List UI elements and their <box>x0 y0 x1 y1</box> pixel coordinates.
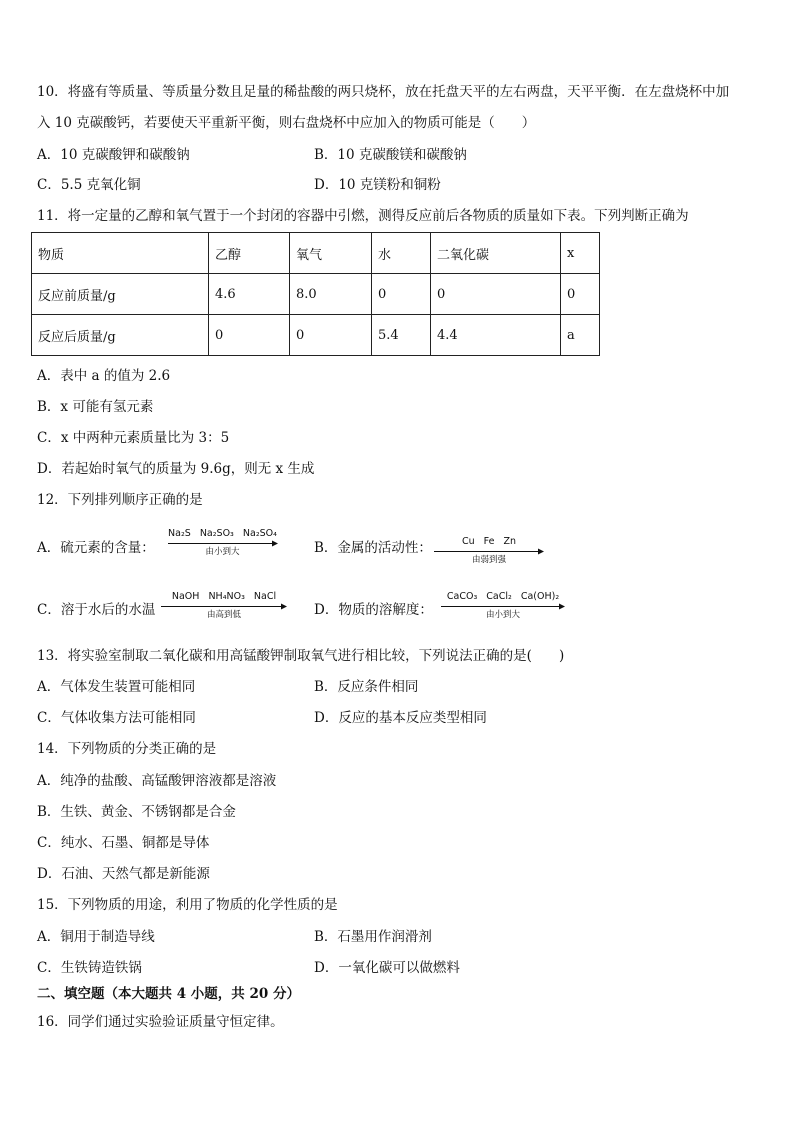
table-header-cell: 水 <box>372 233 431 274</box>
table-cell: 0 <box>290 315 372 356</box>
q15-option-a: A．铜用于制造导线 <box>37 929 155 945</box>
table-header-cell: 物质 <box>32 233 209 274</box>
q14-option-d: D．石油、天然气都是新能源 <box>37 866 210 882</box>
arrow-bottom-text: 由高到低 <box>206 610 241 620</box>
q12-option-a-arrow <box>160 528 285 558</box>
arrow-top-text: NaOH NH₄NO₃ NaCl <box>171 591 277 602</box>
table-cell: 0 <box>431 274 561 315</box>
q12-option-b-label: B．金属的活动性： <box>314 540 432 556</box>
q12-option-d-arrow <box>440 591 566 621</box>
q10-option-b: B．10 克碳酸镁和碳酸钠 <box>314 147 467 163</box>
q11-mass-table <box>31 232 600 356</box>
table-row <box>32 315 600 356</box>
q11-option-b: B．x 可能有氢元素 <box>37 399 154 415</box>
right-arrow-icon <box>441 603 565 610</box>
q15-option-d: D．一氧化碳可以做燃料 <box>314 960 460 976</box>
table-cell: 5.4 <box>372 315 431 356</box>
q10-option-d: D．10 克镁粉和铜粉 <box>314 177 441 193</box>
table-cell: 4.6 <box>209 274 290 315</box>
q10-stem-line2: 入 10 克碳酸钙，若要使天平重新平衡，则右盘烧杯中应加入的物质可能是（ ） <box>37 115 536 131</box>
q12-option-c-arrow <box>160 591 288 621</box>
arrow-bottom-text: 由小到大 <box>205 547 240 557</box>
table-cell: 反应后质量/g <box>32 315 209 356</box>
q12-option-b-arrow <box>434 536 544 566</box>
section-title: 二、填空题（本大题共 4 小题，共 20 分） <box>37 986 300 1002</box>
arrow-bottom-text: 由小到大 <box>485 610 520 620</box>
arrow-top-text: Na₂S Na₂SO₃ Na₂SO₄ <box>168 528 277 539</box>
q10-option-c: C．5.5 克氧化铜 <box>37 177 141 193</box>
q11-option-c: C．x 中两种元素质量比为 3：5 <box>37 430 230 446</box>
table-header-cell: 乙醇 <box>209 233 290 274</box>
q11-option-a: A．表中 a 的值为 2.6 <box>37 368 171 384</box>
table-row <box>32 274 600 315</box>
q15-option-c: C．生铁铸造铁锅 <box>37 960 142 976</box>
q12-option-d-label: D．物质的溶解度： <box>314 602 433 618</box>
table-cell: 0 <box>372 274 431 315</box>
q13-option-b: B．反应条件相同 <box>314 679 419 695</box>
q13-option-d: D．反应的基本反应类型相同 <box>314 710 487 726</box>
q13-option-c: C．气体收集方法可能相同 <box>37 710 196 726</box>
q10-option-a: A．10 克碳酸钾和碳酸钠 <box>37 147 190 163</box>
q15-option-b: B．石墨用作润滑剂 <box>314 929 432 945</box>
right-arrow-icon <box>434 548 544 555</box>
q14-option-c: C．纯水、石墨、铜都是导体 <box>37 835 210 851</box>
table-header-cell: 二氧化碳 <box>431 233 561 274</box>
table-cell: 4.4 <box>431 315 561 356</box>
q12-option-c-label: C．溶于水后的水温 <box>37 602 156 618</box>
right-arrow-icon <box>168 540 278 547</box>
table-cell: 0 <box>561 274 600 315</box>
table-cell: a <box>561 315 600 356</box>
right-arrow-icon <box>161 603 287 610</box>
q12-option-a-label: A．硫元素的含量： <box>37 540 155 556</box>
q13-stem: 13．将实验室制取二氧化碳和用高锰酸钾制取氧气进行相比较，下列说法正确的是( ) <box>37 648 565 664</box>
q10-stem-line1: 10．将盛有等质量、等质量分数且足量的稀盐酸的两只烧杯，放在托盘天平的左右两盘，天平平衡．在左盘烧杯中加 <box>37 84 730 100</box>
table-cell: 8.0 <box>290 274 372 315</box>
q16-stem: 16．同学们通过实验验证质量守恒定律。 <box>37 1014 284 1030</box>
q14-stem: 14．下列物质的分类正确的是 <box>37 741 217 757</box>
table-header-cell: x <box>561 233 600 274</box>
arrow-bottom-text: 由弱到强 <box>471 555 506 565</box>
table-cell: 反应前质量/g <box>32 274 209 315</box>
q12-stem: 12．下列排列顺序正确的是 <box>37 492 203 508</box>
q11-stem: 11．将一定量的乙醇和氧气置于一个封闭的容器中引燃，测得反应前后各物质的质量如下表。下列判断正确为 <box>37 208 689 224</box>
table-header-cell: 氧气 <box>290 233 372 274</box>
q15-stem: 15．下列物质的用途，利用了物质的化学性质的是 <box>37 897 338 913</box>
q13-option-a: A．气体发生装置可能相同 <box>37 679 196 695</box>
arrow-top-text: Cu Fe Zn <box>461 536 516 547</box>
table-header-row <box>32 233 600 274</box>
q14-option-a: A．纯净的盐酸、高锰酸钾溶液都是溶液 <box>37 773 277 789</box>
q14-option-b: B．生铁、黄金、不锈钢都是合金 <box>37 804 236 820</box>
q11-option-d: D．若起始时氧气的质量为 9.6g，则无 x 生成 <box>37 461 315 477</box>
table-cell: 0 <box>209 315 290 356</box>
arrow-top-text: CaCO₃ CaCl₂ Ca(OH)₂ <box>446 591 560 602</box>
